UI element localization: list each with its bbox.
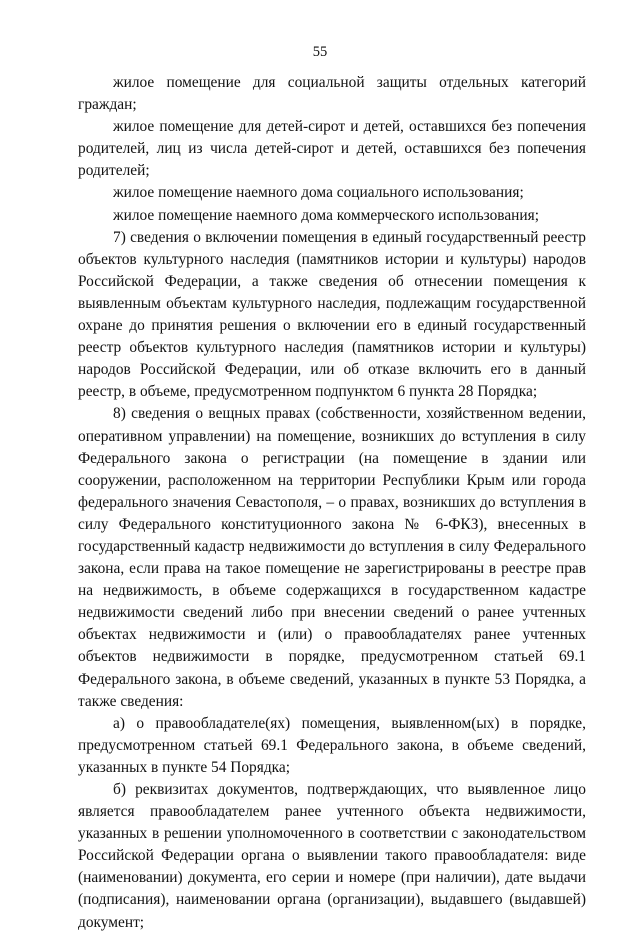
paragraph-orphans: жилое помещение для детей-сирот и детей, оставшихся без попечения родителей, лиц из числа детей-сирот и детей, оставшихся без попечения родителей; [78,118,586,180]
page-number: 55 [312,44,328,60]
paragraph-social-rental: жилое помещение наемного дома социального использования; [113,184,524,202]
document-body [78,72,586,934]
paragraph-item-7: 7) сведения о включении помещения в единый государственный реестр объектов культурного наследия (памятников истории и культуры) народов Российской Федерации, а также сведения об отнесении помещения к выявленным объектам культурного наследия, подлежащим государственной охране до принятия решения о включении его в единый государственный реестр объектов культурного наследия (памятников истории и культуры) народов Российской Федерации, или об отказе включить его в данный реестр, в объеме, предусмотренном подпунктом 6 пункта 28 Порядка; [78,228,586,401]
paragraph-commercial-rental: жилое помещение наемного дома коммерческого использования; [113,206,540,224]
paragraph-social-protection: жилое помещение для социальной защиты отдельных категорий граждан; [78,74,586,114]
paragraph-subitem-a: а) о правообладателе(ях) помещения, выявленном(ых) в порядке, предусмотренном статьей 69.1 Федерального закона, в объеме сведений, указанных в пункте 54 Порядка; [78,714,586,776]
paragraph-subitem-b: б) реквизитах документов, подтверждающих, что выявленное лицо является правообладателем ранее учтенного объекта недвижимости, указанных в решении уполномоченного в соответствии с законодательством Российской Федерации органа о выявлении такого правообладателя: виде (наименовании) документа, его серии и номере (при наличии), дате выдачи (подписания), наименовании органа (организации), выдавшего (выдавшей) документ; [78,781,586,931]
paragraph-item-8: 8) сведения о вещных правах (собственности, хозяйственном ведении, оперативном управлении) на помещение, возникших до вступления в силу Федерального закона о регистрации (на помещение в здании или сооружении, расположенном на территории Республики Крым или города федерального значения Севастополя, – о правах, возникших до вступления в силу Федерального конституционного закона № 6-ФКЗ), внесенных в государственный кадастр недвижимости до вступления в силу Федерального закона, если права на такое помещение не зарегистрированы в реестре прав на недвижимость, в объеме содержащихся в государственном кадастре недвижимости сведений либо при внесении сведений о ранее учтенных объектах недвижимости и (или) о правообладателях ранее учтенных объектов недвижимости в порядке, предусмотренном статьей 69.1 Федерального закона, в объеме сведений, указанных в пункте 53 Порядка, а также сведения: [78,405,586,710]
